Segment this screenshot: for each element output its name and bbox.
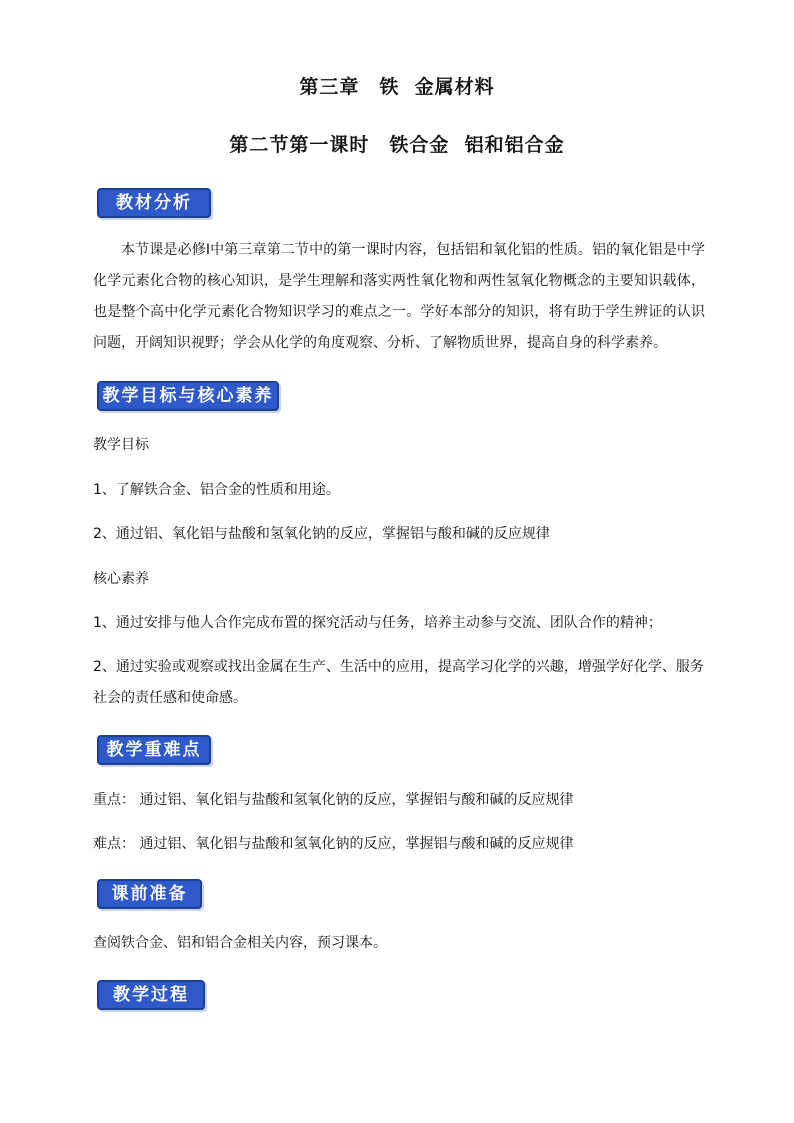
section-badge-goals: 教学目标与核心素养 [97, 381, 279, 411]
section-badge-key-points: 教学重难点 [97, 735, 211, 765]
chapter-title: 第三章 铁 金属材料 [299, 76, 495, 98]
section-badge-preparation: 课前准备 [97, 879, 202, 909]
core-item-2: 2、通过实验或观察或找出金属在生产、生活中的应用，提高学习化学的兴趣，增强学好化学、服务社会的责任感和使命感。 [93, 659, 704, 706]
goal-heading: 教学目标 [93, 437, 149, 453]
lesson-title: 第二节第一课时 铁合金 铝和铝合金 [229, 134, 565, 156]
core-heading: 核心素养 [93, 571, 149, 587]
analysis-paragraph: 本节课是必修Ⅰ中第三章第二节中的第一课时内容，包括铝和氧化铝的性质。铝的氧化铝是中学化学元素化合物的核心知识，是学生理解和落实两性氧化物和两性氢氧化物概念的主要知识载体，也是整个高中化学元素化合物知识学习的难点之一。学好本部分的知识，将有助于学生辨证的认识问题，开阔知识视野；学会从化学的角度观察、分析、了解物质世界，提高自身的科学素养。 [93, 242, 705, 351]
difficult-point-line: 难点： 通过铝、氧化铝与盐酸和氢氧化钠的反应，掌握铝与酸和碱的反应规律 [93, 836, 574, 852]
goal-item-1: 1、了解铁合金、铝合金的性质和用途。 [93, 482, 340, 498]
preparation-text: 查阅铁合金、铝和铝合金相关内容，预习课本。 [93, 935, 387, 951]
section-badge-process: 教学过程 [97, 980, 205, 1010]
key-point-line: 重点： 通过铝、氧化铝与盐酸和氢氧化钠的反应，掌握铝与酸和碱的反应规律 [93, 792, 574, 808]
core-item-1: 1、通过安排与他人合作完成布置的探究活动与任务，培养主动参与交流、团队合作的精神； [93, 615, 662, 631]
section-badge-analysis: 教材分析 [97, 188, 211, 218]
goal-item-2: 2、通过铝、氧化铝与盐酸和氢氧化钠的反应，掌握铝与酸和碱的反应规律 [93, 526, 550, 542]
